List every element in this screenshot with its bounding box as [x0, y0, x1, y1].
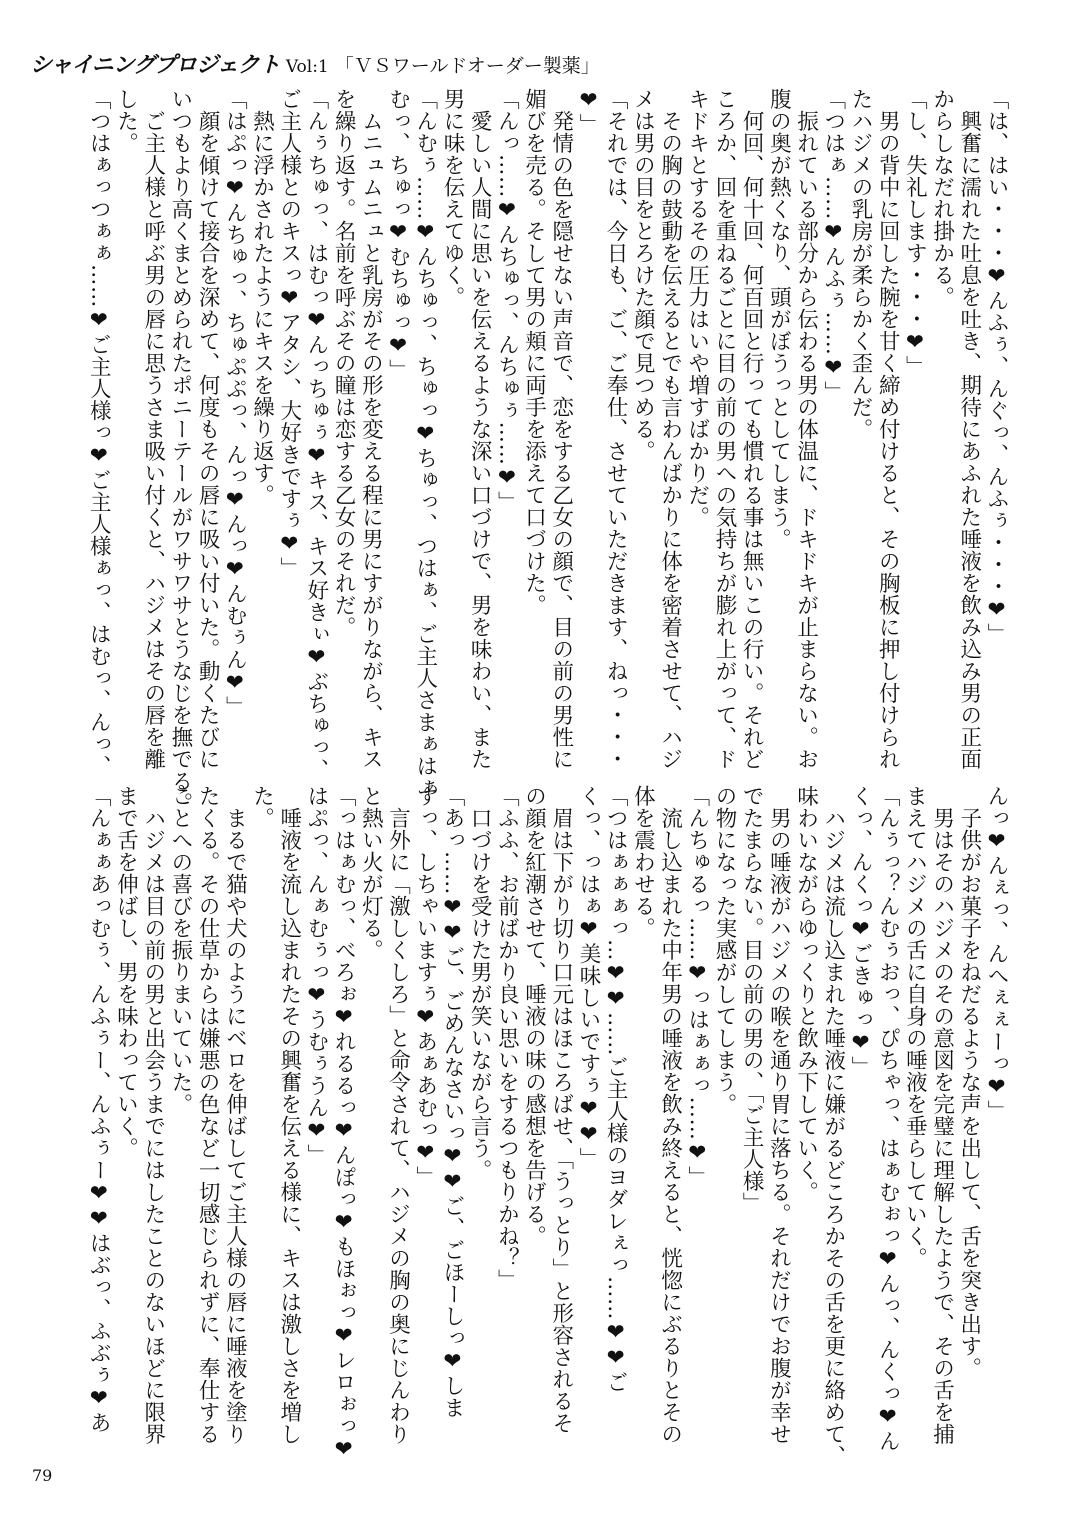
text-column: 愛しい人間に思いを伝えるような深い口づけで、男を味わい、また	[467, 88, 493, 770]
text-column: ご主人様と呼ぶ男の唇に思うさま吸い付くと、ハジメはその唇を離	[140, 88, 166, 770]
text-column: 「あっ……❤❤ご、ごめんなさいっ❤❤ご、ごほーしっ❤しま	[439, 785, 465, 1419]
text-column: した。	[113, 88, 139, 154]
text-column: 「んむぅ……❤んちゅっ、ちゅっ❤ちゅっ、つはぁ、ご主人さまぁはぁ	[412, 88, 438, 799]
text-column: 味わいながらゆっくりと飲み下していく。	[793, 785, 819, 1203]
text-column: 発情の色を隠せない声音で、恋をする乙女の顔で、目の前の男性に	[548, 88, 574, 770]
text-column: 言外に「激しくしろ」と命令されて、ハジメの胸の奥にじんわり	[385, 785, 411, 1445]
text-column: 男の背中に回した腕を甘く締め付けると、その胸板に押し付けられ	[875, 88, 901, 770]
text-column: からしなだれ掛かる。	[929, 88, 955, 308]
text-column: ❤」	[575, 88, 601, 136]
text-column: くっ、んくっ❤ごきゅっ❤」	[847, 785, 873, 1078]
text-column: 振れている部分から伝わる男の体温に、ドキドキが止まらない。お	[793, 88, 819, 770]
text-column: 腹の奥が熱くなり、頭がぼうっとしてしまう。	[766, 88, 792, 550]
text-column: メは男の目をとろけた顔で見つめる。	[630, 88, 656, 462]
text-column: 熱に浮かされたようにキスを繰り返す。	[249, 88, 275, 506]
text-column: 媚びを売る。そして男の頬に両手を添えて口づけた。	[521, 88, 547, 616]
text-column: ころか、回を重ねるごとに目の前の男への気持ちが膨れ上がって、ド	[711, 88, 737, 770]
text-column: ご主人様とのキスっ❤アタシ、大好きですぅ❤」	[276, 88, 302, 579]
text-column: 「つはぁぁぁっ…❤❤……ご主人様のヨダレぇっ……❤❤ご	[603, 785, 629, 1393]
text-column: と熱い火が灯る。	[358, 785, 384, 961]
text-column: 何回、何十回、何百回と行っても慣れる事は無いこの行い。それど	[739, 88, 765, 770]
text-column: たくる。その仕草からは嫌悪の色など一切感じられずに、奉仕する	[195, 785, 221, 1445]
text-column: すっ、しちゃいますぅ❤あぁあむっ❤」	[412, 785, 438, 1188]
text-column: 唾液を流し込まれたその興奮を伝える様に、キスは激しさを増し	[276, 785, 302, 1445]
running-header	[30, 48, 600, 79]
text-block-bottom	[85, 785, 1010, 1475]
text-column: いつもより高くまとめられたポニーテールがワサワサとうなじを撫でる。	[167, 88, 193, 814]
text-column: 「つはぁっつぁぁ……❤ご主人様っ❤ご主人様ぁっ、はむっ、んっ、	[86, 88, 112, 777]
text-column: 「んぁぁあっむぅ、んふぅー、んふぅー❤❤はぶっ、ふぶぅ❤あ	[86, 785, 112, 1434]
text-column: 「は、はい・・・❤んふぅ、んぐっ、んふぅ・・・❤」	[984, 88, 1009, 645]
text-column: を繰り返す。名前を呼ぶその瞳は恋する乙女のそれだ。	[331, 88, 357, 638]
text-column: た。	[249, 785, 275, 829]
text-column: まえてハジメの舌に自身の唾液を垂らしていく。	[902, 785, 928, 1269]
text-column: 「んっ……❤んちゅっ、んちゅぅ……❤」	[494, 88, 520, 513]
text-column: 口づけを受けた男が笑いながら言う。	[467, 785, 493, 1181]
text-column: ハジメは流し込まれた唾液に嫌がるどころかその舌を更に絡めて、	[820, 785, 846, 1467]
text-column: その胸の鼓動を伝えるとでも言わんばかりに体を密着させて、ハジ	[657, 88, 683, 770]
text-column: 「っはぁむっ、べろぉ❤れるるっ❤んぽっ❤もほぉっ❤レロぉっ❤	[331, 785, 357, 1463]
text-column: 流し込まれた中年男の唾液を飲み終えると、恍惚にぶるりとその	[657, 785, 683, 1445]
text-column: 顔を傾けて接合を深めて、何度もその唇に吸い付いた。動くたびに	[195, 88, 221, 770]
text-column: 男はそのハジメのその意図を完璧に理解したようで、その舌を捕	[929, 785, 955, 1445]
text-column: でたまらない。目の前の男の、「ご主人様」	[739, 785, 765, 1215]
text-column: まるで猫や犬のようにベロを伸ばしてご主人様の唇に唾液を塗り	[222, 785, 248, 1445]
text-column: 「し、失礼します・・・❤」	[902, 88, 928, 378]
text-column: ことへの喜びを振りまいていた。	[167, 785, 193, 1115]
text-column: 「んぅっ？んむぅおっ、ぴちゃっ、はぁむぉっ❤んっ、んくっ❤ん	[875, 785, 901, 1452]
chapter-subtitle: 「ＶＳワールドオーダー製薬」	[334, 55, 600, 77]
text-column: たハジメの乳房が柔らかく歪んだ。	[847, 88, 873, 440]
text-column: の顔を紅潮させて、唾液の味の感想を告げる。	[521, 785, 547, 1247]
text-column: 眉は下がり切り口元はほころばせ、「うっとり」と形容されるそ	[548, 785, 574, 1435]
text-column: まで舌を伸ばし、男を味わっていく。	[113, 785, 139, 1159]
text-column: はぷっ、んぁむぅっ❤うむぅうん❤」	[303, 785, 329, 1166]
text-column: キドキとするその圧力はいや増すばかりだ。	[684, 88, 710, 528]
text-column: 子供がお菓子をねだるような声を出して、舌を突き出す。	[956, 785, 982, 1379]
text-column: んっ❤んぇっ、んへぇぇーっ❤」	[984, 785, 1009, 1122]
text-column: 「はぷっ❤んちゅっ、ちゅぷぷっ、んっ❤んっ❤んむぅん❤」	[222, 88, 248, 718]
text-column: 体を震わせる。	[630, 785, 656, 939]
text-column: 「んぅちゅっ、はむっ❤んっちゅぅ❤キス、キス好きぃ❤ぶちゅっ、	[303, 88, 329, 781]
text-column: 興奮に濡れた吐息を吐き、期待にあふれた唾液を飲み込み男の正面	[956, 88, 982, 770]
series-title: シャイニングプロジェクト	[30, 53, 280, 78]
text-column: 男に味を伝えてゆく。	[439, 88, 465, 308]
text-column: むっ、ちゅっ❤むちゅっ❤」	[385, 88, 411, 381]
text-column: くっ、っはぁ❤美味しいですぅ❤❤」	[575, 785, 601, 1170]
text-column: ムニュムニュと乳房がその形を変える程に男にすがりながら、キス	[358, 88, 384, 770]
volume-label: Vol:1	[285, 57, 329, 77]
page-number: 79	[32, 1466, 53, 1485]
text-column: 「んちゅるっ……❤っはぁぁっ……❤」	[684, 785, 710, 1188]
text-column: 「ふふ、お前ばかり良い思いをするつもりかね？」	[494, 785, 520, 1291]
text-column: 男の唾液がハジメの喉を通り胃に落ちる。それだけでお腹が幸せ	[766, 785, 792, 1445]
text-column: ハジメは目の前の男と出会うまでにはしたことのないほどに限界	[140, 785, 166, 1445]
text-block-top	[85, 88, 1010, 814]
text-column: 「つはぁ……❤んふぅ……❤」	[820, 88, 846, 403]
text-column: の物になった実感がしてしまう。	[711, 785, 737, 1115]
text-column: 「それでは、今日も、ご、ご奉仕、させていただきます、ねっ・・・	[603, 88, 629, 770]
